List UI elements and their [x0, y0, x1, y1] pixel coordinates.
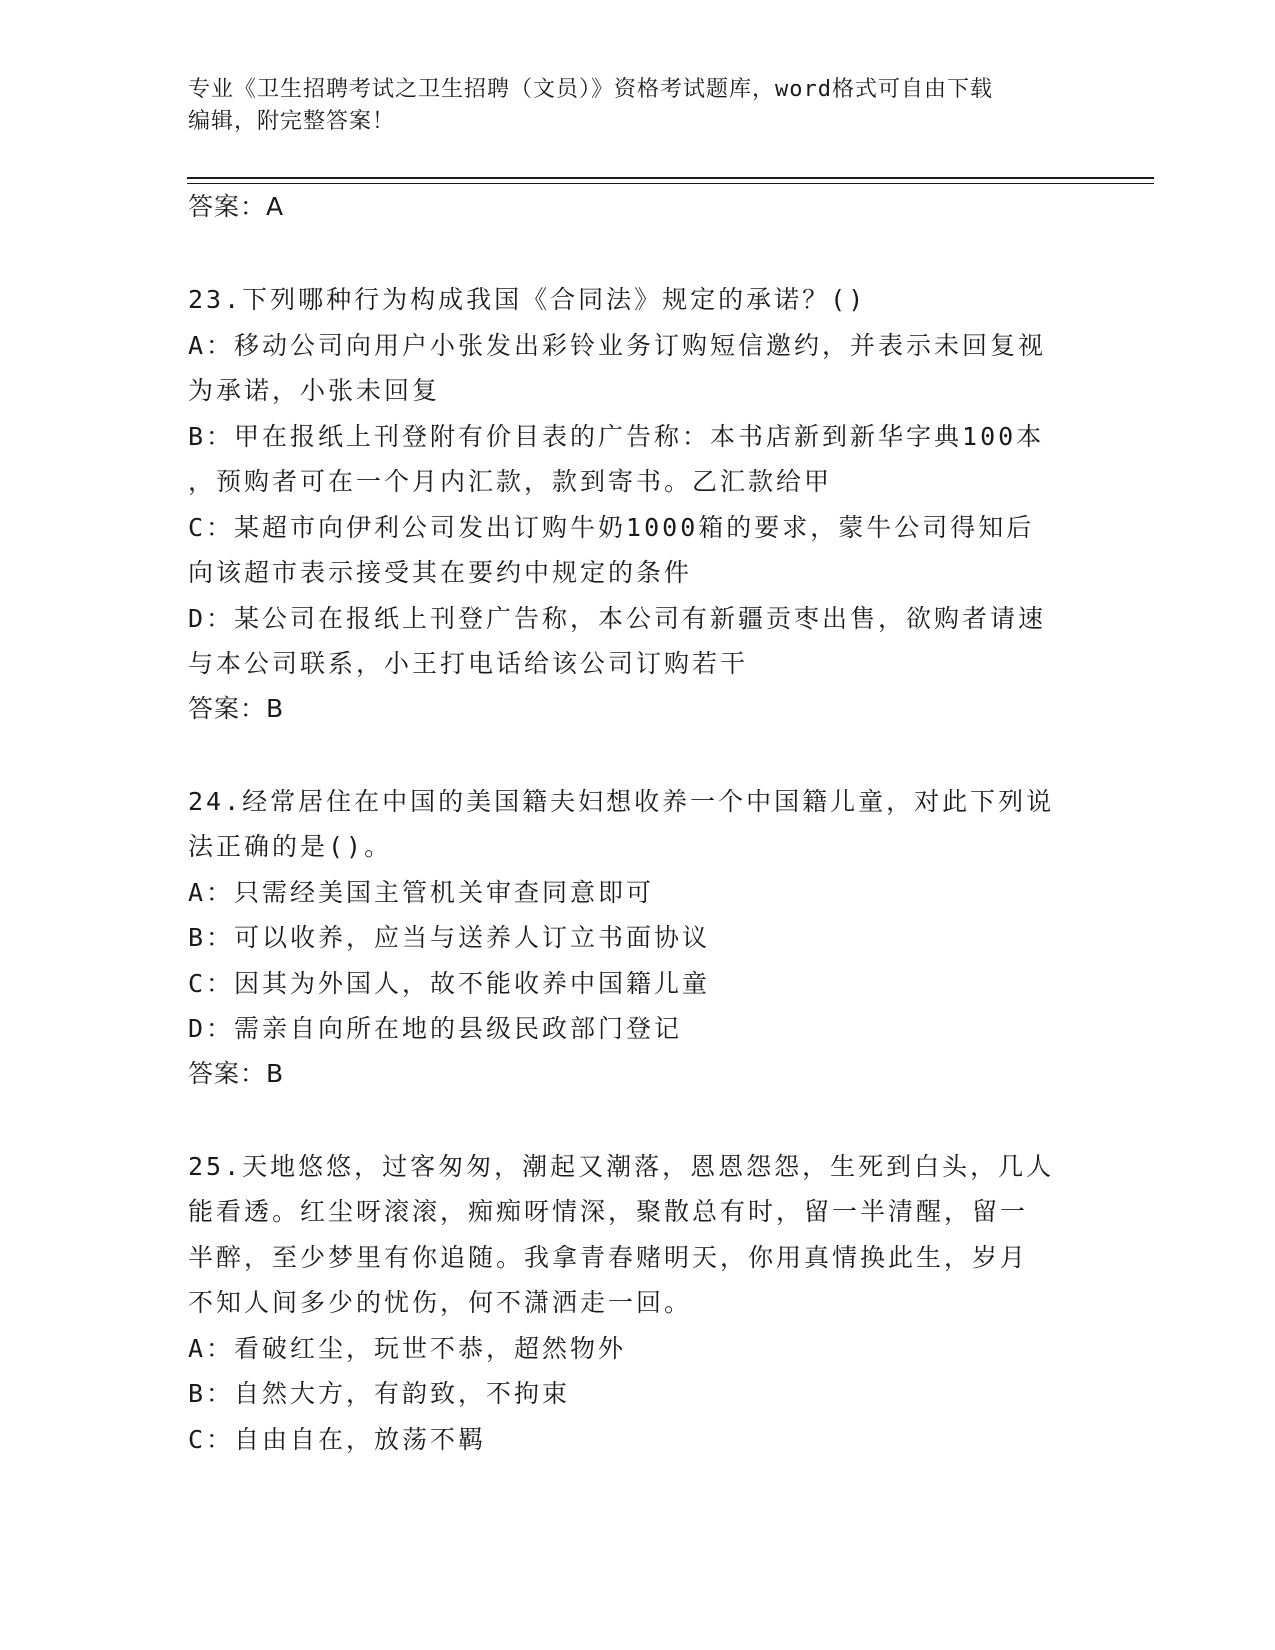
question-25-line-1: 25.天地悠悠，过客匆匆，潮起又潮落，恩恩怨怨，生死到白头，几人 — [188, 1151, 1055, 1181]
question-25-line-2: 能看透。红尘呀滚滚，痴痴呀情深，聚散总有时，留一半清醒，留一 — [188, 1197, 1029, 1226]
question-23-line-6: C：某超市向伊利公司发出订购牛奶1000箱的要求，蒙牛公司得知后 — [188, 512, 1035, 542]
question-25-line-5: A：看破红尘，玩世不恭，超然物外 — [188, 1333, 627, 1363]
question-23 — [188, 277, 1088, 731]
spacer — [188, 1096, 1088, 1144]
question-25-line-3: 半醉，至少梦里有你追随。我拿青春赌明天，你用真情换此生，岁月 — [188, 1242, 1029, 1272]
question-23-answer: 答案：B — [188, 693, 285, 723]
question-25 — [188, 1144, 1088, 1463]
question-24-answer: 答案：B — [188, 1058, 285, 1088]
answer-previous: 答案：A — [188, 192, 285, 221]
question-25-line-7: C：自由自在，放荡不羁 — [188, 1424, 487, 1454]
header-divider-thin — [187, 183, 1154, 184]
question-23-line-4: B：甲在报纸上刊登附有价目表的广告称：本书店新到新华字典100本 — [188, 421, 1045, 451]
question-24-line-6: D：需亲自向所在地的县级民政部门登记 — [188, 1014, 683, 1043]
question-23-line-9: 与本公司联系，小王打电话给该公司订购若干 — [188, 649, 749, 678]
question-24-line-1: 24.经常居住在中国的美国籍夫妇想收养一个中国籍儿童，对此下列说 — [188, 786, 1055, 816]
question-23-line-3: 为承诺，小张未回复 — [188, 376, 441, 405]
question-24-line-2: 法正确的是()。 — [188, 832, 393, 861]
question-25-line-6: B：自然大方，有韵致，不拘束 — [188, 1379, 571, 1408]
question-23-line-1: 23.下列哪种行为构成我国《合同法》规定的承诺？() — [188, 285, 867, 314]
header-line-2: 编辑，附完整答案！ — [188, 109, 396, 134]
question-25-line-4: 不知人间多少的忧伤，何不潇洒走一回。 — [188, 1288, 693, 1317]
question-24-line-5: C：因其为外国人，故不能收养中国籍儿童 — [188, 968, 711, 998]
document-header — [188, 74, 1068, 138]
header-line-1: 专业《卫生招聘考试之卫生招聘（文员）》资格考试题库，word格式可自由下载 — [188, 77, 993, 102]
question-23-line-7: 向该超市表示接受其在要约中规定的条件 — [188, 558, 693, 587]
question-23-line-8: D：某公司在报纸上刊登广告称，本公司有新疆贡枣出售，欲购者请速 — [188, 603, 1047, 633]
spacer — [188, 229, 1088, 277]
question-23-line-2: A：移动公司向用户小张发出彩铃业务订购短信邀约，并表示未回复视 — [188, 330, 1047, 360]
header-divider-thick — [187, 177, 1154, 179]
question-content — [188, 185, 1088, 1462]
question-24-line-4: B：可以收养，应当与送养人订立书面协议 — [188, 923, 711, 952]
question-24 — [188, 779, 1088, 1096]
question-23-line-5: ，预购者可在一个月内汇款，款到寄书。乙汇款给甲 — [188, 467, 833, 496]
question-24-line-3: A：只需经美国主管机关审查同意即可 — [188, 877, 655, 907]
spacer — [188, 731, 1088, 779]
